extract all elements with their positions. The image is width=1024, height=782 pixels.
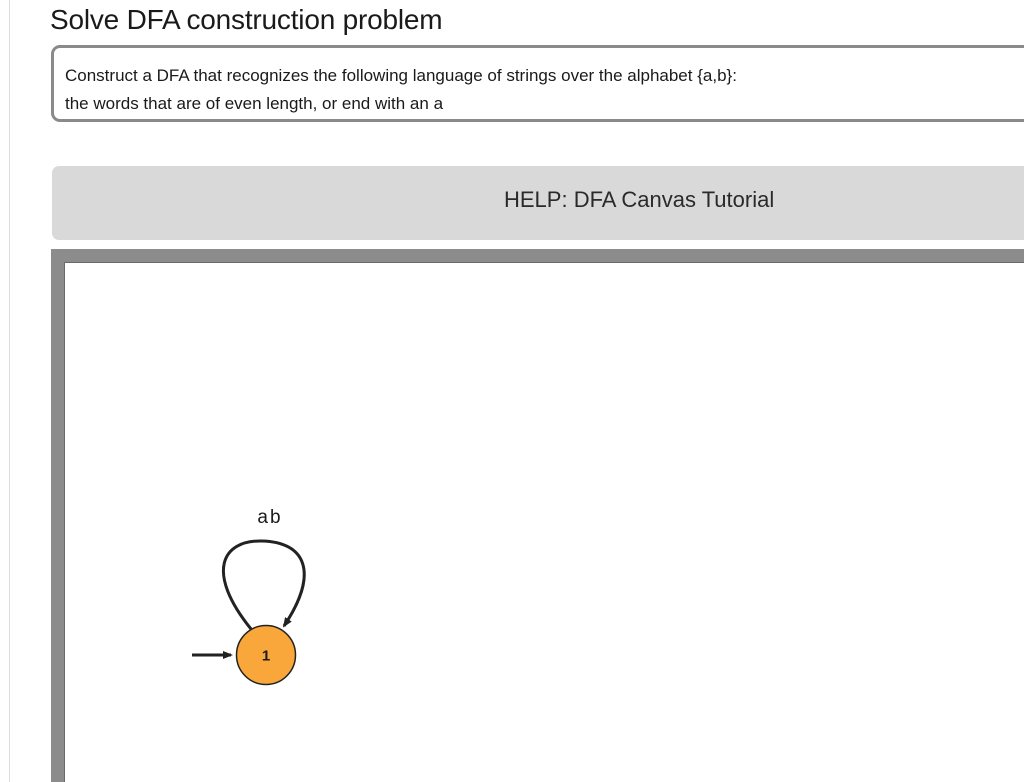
problem-line-2: the words that are of even length, or end with an a bbox=[65, 94, 444, 113]
transition-label[interactable]: ab bbox=[257, 507, 283, 528]
page-title: Solve DFA construction problem bbox=[50, 4, 443, 35]
state-label: 1 bbox=[261, 647, 271, 665]
dfa-canvas[interactable] bbox=[64, 262, 1024, 782]
help-tutorial-label: HELP: DFA Canvas Tutorial bbox=[504, 187, 775, 212]
help-tutorial-button[interactable] bbox=[52, 166, 1024, 240]
left-rule bbox=[9, 0, 10, 782]
problem-line-1: Construct a DFA that recognizes the following language of strings over the alphabet {a,b}: bbox=[65, 66, 737, 85]
problem-statement bbox=[51, 45, 1024, 122]
state-node[interactable] bbox=[237, 626, 296, 685]
dfa-canvas-frame bbox=[51, 249, 1024, 782]
